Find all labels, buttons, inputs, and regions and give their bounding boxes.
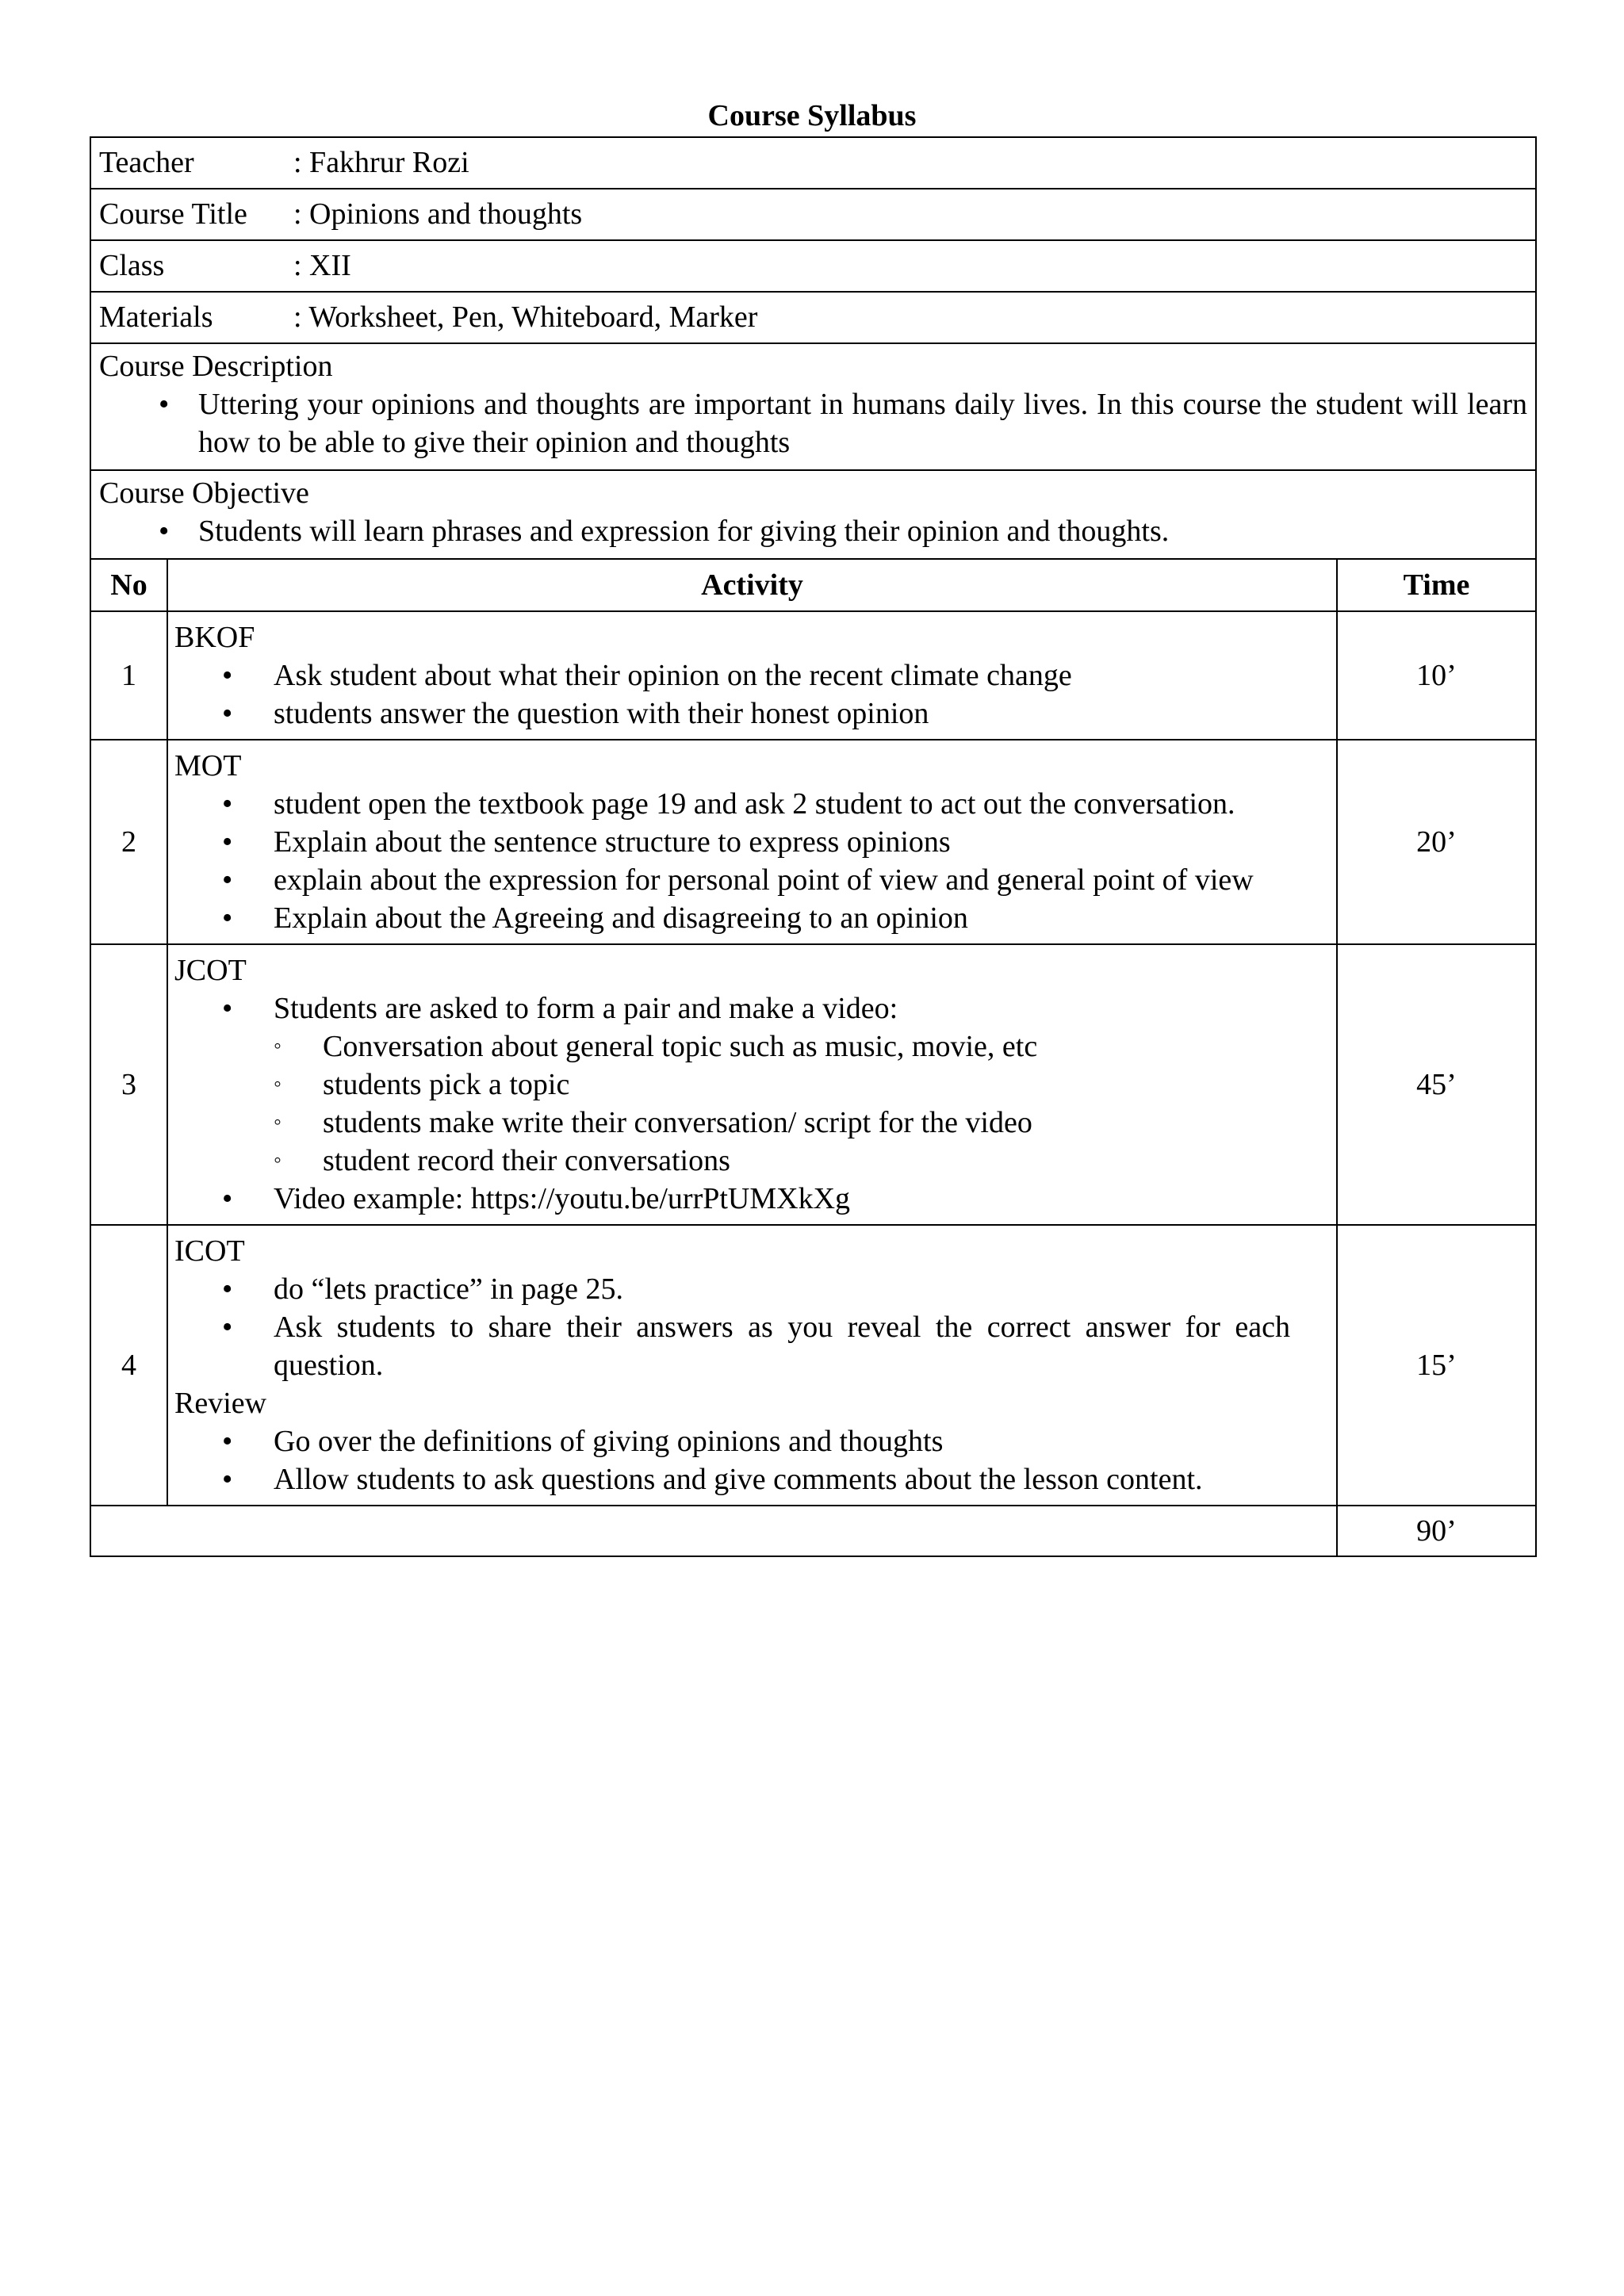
list-item	[99, 385, 1527, 461]
video-link[interactable]: Video example: https://youtu.be/urrPtUMXkXg	[274, 1182, 851, 1215]
sub-list-item	[274, 1066, 1290, 1104]
activity-phase: ICOT	[174, 1234, 245, 1268]
time-cell: 15’	[1337, 1225, 1536, 1506]
document-title: Course Syllabus	[707, 99, 917, 132]
bullet-icon: •	[222, 901, 233, 935]
sub-bullet-icon: ◦	[274, 1072, 282, 1096]
sub-bullet-icon: ◦	[274, 1110, 282, 1135]
activity-phase-review: Review	[174, 1387, 267, 1420]
sub-list-item	[274, 1104, 1290, 1142]
bullet-icon: •	[222, 1425, 233, 1458]
bullet-icon: •	[222, 1272, 233, 1306]
header-no: No	[90, 559, 167, 611]
course-description-row	[90, 343, 1536, 470]
course-objective-list	[99, 512, 1527, 550]
list-item	[174, 1180, 1330, 1218]
info-cell	[90, 137, 1536, 189]
bullet-icon: •	[222, 659, 233, 692]
list-item	[174, 656, 1330, 695]
list-item-text: Students will learn phrases and expression for giving their opinion and thoughts.	[198, 515, 1170, 548]
bullet-icon: •	[222, 992, 233, 1025]
list-item	[174, 695, 1330, 733]
sub-list-item-text: Conversation about general topic such as music, movie, etc	[323, 1030, 1038, 1063]
row-number: 4	[90, 1225, 167, 1506]
list-item-text: student open the textbook page 19 and ask 2 student to act out the conversation.	[274, 787, 1235, 821]
table-row	[90, 611, 1536, 740]
header-time: Time	[1337, 559, 1536, 611]
bullet-icon: •	[222, 1311, 233, 1344]
activity-list	[174, 785, 1330, 937]
bullet-icon: •	[222, 697, 233, 730]
bullet-icon: •	[159, 515, 170, 548]
bullet-icon: •	[159, 388, 170, 421]
course-description-cell	[90, 343, 1536, 470]
time-cell: 20’	[1337, 740, 1536, 944]
activity-cell	[167, 1225, 1337, 1506]
list-item	[174, 785, 1330, 823]
table-row	[90, 740, 1536, 944]
sub-bullet-icon: ◦	[274, 1148, 282, 1173]
sub-list-item-text: students make write their conversation/ script for the video	[323, 1106, 1032, 1139]
sub-list-item-text: student record their conversations	[323, 1144, 730, 1177]
bullet-icon: •	[222, 863, 233, 897]
time-cell: 45’	[1337, 944, 1536, 1225]
activity-list	[174, 1270, 1330, 1384]
header-activity: Activity	[167, 559, 1337, 611]
info-value: : Opinions and thoughts	[293, 197, 583, 231]
list-item	[174, 1270, 1330, 1308]
course-objective-heading: Course Objective	[99, 476, 309, 510]
info-value: : XII	[293, 249, 351, 282]
bullet-icon: •	[222, 1463, 233, 1496]
list-item-text: Explain about the sentence structure to express opinions	[274, 825, 951, 859]
info-cell	[90, 292, 1536, 343]
info-cell	[90, 189, 1536, 240]
table-row	[90, 1225, 1536, 1506]
info-row-teacher	[90, 137, 1536, 189]
list-item	[99, 512, 1527, 550]
list-item	[174, 861, 1330, 899]
syllabus-table	[90, 136, 1537, 1557]
list-item-text: Go over the definitions of giving opinions and thoughts	[274, 1425, 944, 1458]
bullet-icon: •	[222, 825, 233, 859]
activity-list-review	[174, 1422, 1330, 1498]
info-label: Class	[99, 249, 165, 282]
list-item-text: do “lets practice” in page 25.	[274, 1272, 624, 1306]
bullet-icon: •	[222, 787, 233, 821]
course-objective-row	[90, 470, 1536, 559]
course-description-list	[99, 385, 1527, 461]
row-number: 2	[90, 740, 167, 944]
table-row	[90, 944, 1536, 1225]
sub-bullet-icon: ◦	[274, 1034, 282, 1058]
list-item-text: Ask students to share their answers as you reveal the correct answer for each question.	[274, 1311, 1290, 1382]
list-item	[174, 1460, 1330, 1498]
activity-list	[174, 989, 1330, 1218]
info-row-class	[90, 240, 1536, 292]
list-item	[174, 899, 1330, 937]
activity-header-row	[90, 559, 1536, 611]
list-item-text: Students are asked to form a pair and make a video:	[274, 992, 898, 1025]
activity-cell	[167, 740, 1337, 944]
sub-list-item	[274, 1027, 1290, 1066]
total-label-cell	[90, 1506, 1337, 1556]
list-item-text: Uttering your opinions and thoughts are important in humans daily lives. In this course the student will learn how to be able to give their opinion and thoughts	[198, 388, 1528, 459]
info-value: : Worksheet, Pen, Whiteboard, Marker	[293, 300, 758, 334]
info-label: Course Title	[99, 197, 247, 231]
list-item-text: Allow students to ask questions and give comments about the lesson content.	[274, 1463, 1203, 1496]
bullet-icon: •	[222, 1182, 233, 1215]
activity-phase: JCOT	[174, 954, 247, 987]
sub-list-item	[274, 1142, 1290, 1180]
activity-phase: MOT	[174, 749, 242, 783]
total-time: 90’	[1337, 1506, 1536, 1556]
list-item-text: Ask student about what their opinion on the recent climate change	[274, 659, 1072, 692]
info-label: Teacher	[99, 146, 194, 179]
list-item	[174, 1422, 1330, 1460]
list-item	[174, 989, 1330, 1180]
info-row-course-title	[90, 189, 1536, 240]
list-item-text: Explain about the Agreeing and disagreeing to an opinion	[274, 901, 968, 935]
info-row-materials	[90, 292, 1536, 343]
course-objective-cell	[90, 470, 1536, 559]
course-description-heading: Course Description	[99, 350, 333, 383]
list-item	[174, 823, 1330, 861]
activity-cell	[167, 944, 1337, 1225]
list-item-text: explain about the expression for personal point of view and general point of view	[274, 863, 1254, 897]
time-cell: 10’	[1337, 611, 1536, 740]
activity-phase: BKOF	[174, 621, 255, 654]
activity-cell	[167, 611, 1337, 740]
row-number: 1	[90, 611, 167, 740]
info-value: : Fakhrur Rozi	[293, 146, 469, 179]
activity-list	[174, 656, 1330, 733]
total-row	[90, 1506, 1536, 1556]
list-item	[174, 1308, 1330, 1384]
info-cell	[90, 240, 1536, 292]
activity-sub-list	[274, 1027, 1290, 1180]
list-item-text: students answer the question with their honest opinion	[274, 697, 929, 730]
sub-list-item-text: students pick a topic	[323, 1068, 570, 1101]
row-number: 3	[90, 944, 167, 1225]
info-label: Materials	[99, 300, 213, 334]
